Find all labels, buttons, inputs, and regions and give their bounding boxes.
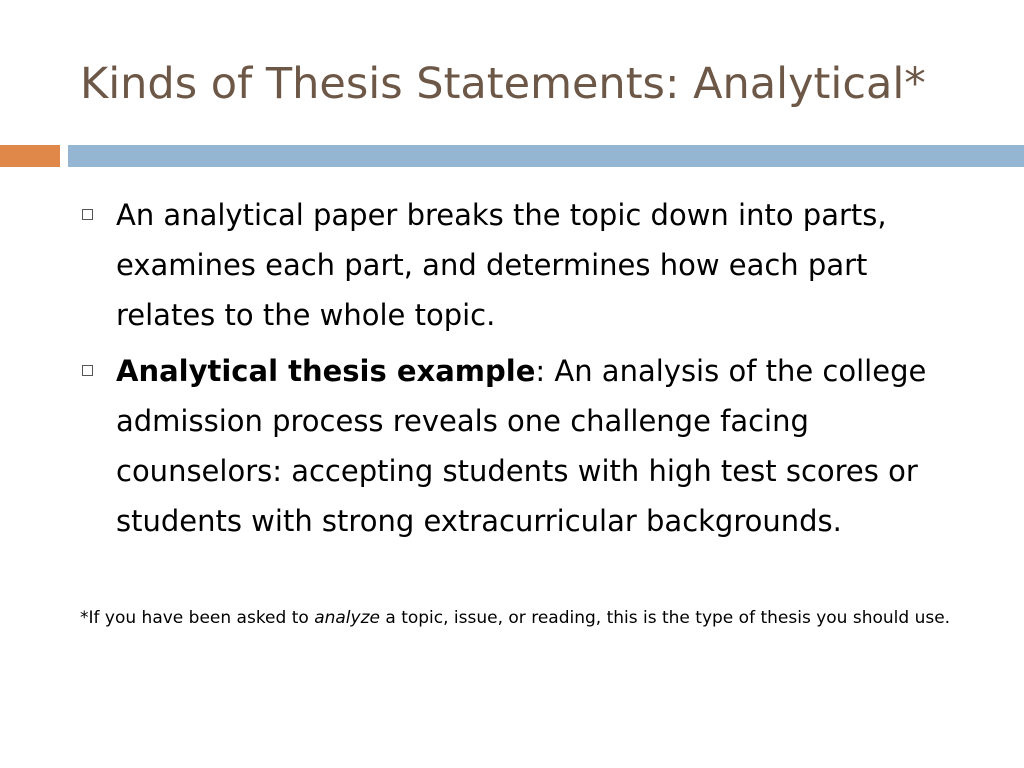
bullet-text: An analytical paper breaks the topic down into parts, examines each part, and determines how each part relates to the whole topic. <box>116 198 887 332</box>
hollow-square-bullet-icon <box>82 365 93 376</box>
bullet-text: An analysis of the college admission process reveals one challenge facing counselors: accepting students with high test scores or students with strong extracurricular backgrounds. <box>116 354 927 538</box>
bullet-separator: : <box>535 354 546 388</box>
footnote-text-start: *If you have been asked to <box>80 608 315 628</box>
bullet-item-analytical-paper <box>82 190 962 340</box>
footnote-text-end: a topic, issue, or reading, this is the type of thesis you should use. <box>379 608 951 628</box>
slide-title: Kinds of Thesis Statements: Analytical* <box>80 59 926 109</box>
bullet-list <box>82 190 962 552</box>
bullet-item-thesis-example <box>82 346 962 546</box>
hollow-square-bullet-icon <box>82 209 93 220</box>
footnote <box>80 603 960 634</box>
bullet-label: Analytical thesis example <box>116 354 536 388</box>
accent-bar-left <box>0 145 60 167</box>
footnote-emphasis: analyze <box>314 608 380 628</box>
accent-bar-right <box>68 145 1024 167</box>
